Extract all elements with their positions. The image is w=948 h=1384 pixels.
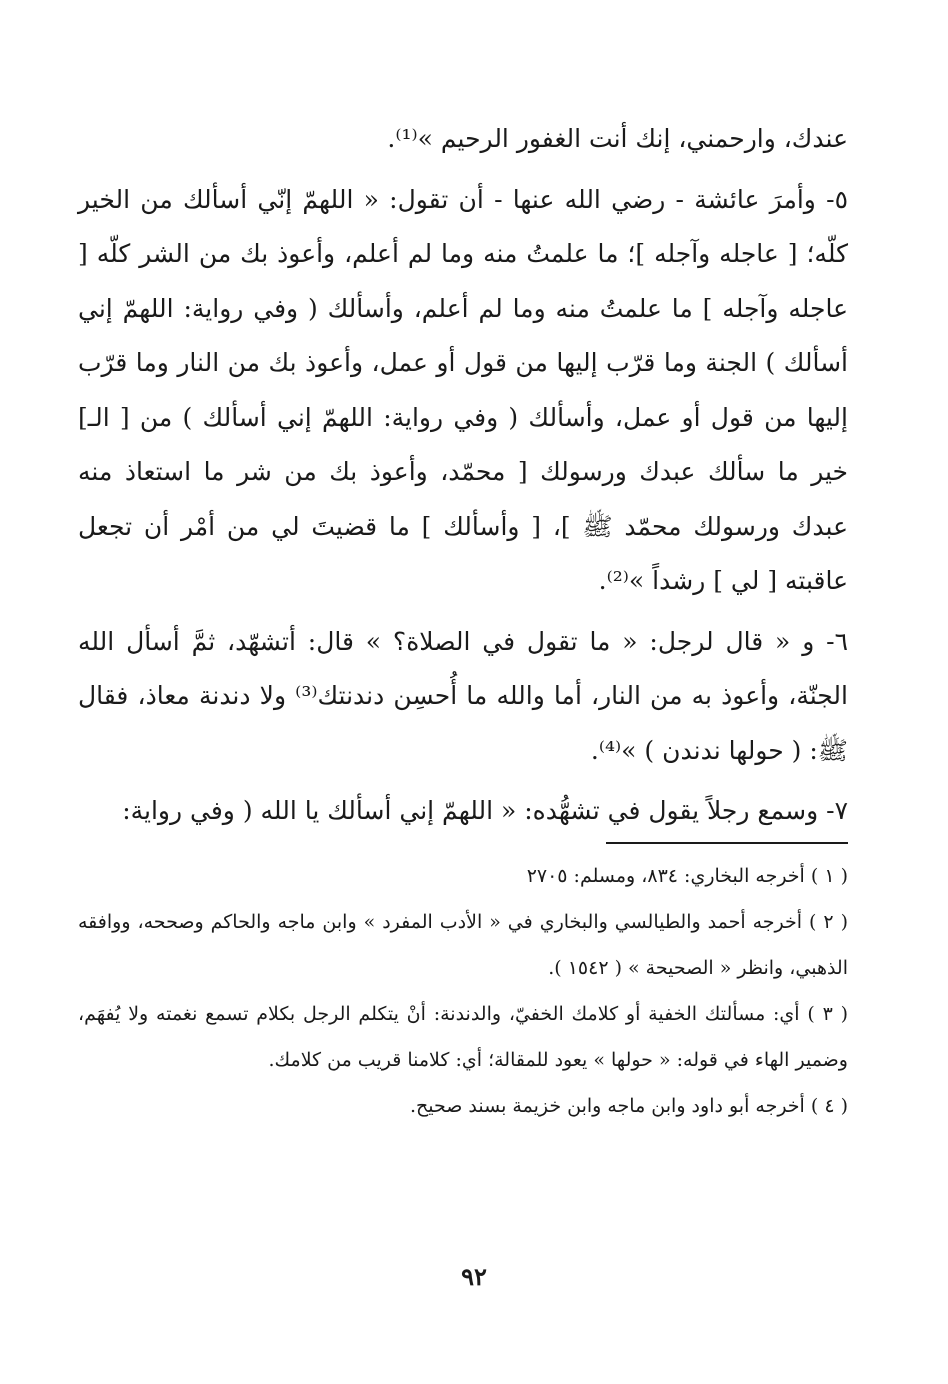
paragraph-6: ٦- و « قال لرجل: « ما تقول في الصلاة؟ » قال: أتشهّد، ثمَّ أسأل الله الجنّة، وأعوذ به من النار، أما والله ما أُحسِن دندنتك⁽³⁾ ولا دندنة معاذ، فقال ﷺ: ( حولها ندندن ) »⁽⁴⁾. (78, 626, 848, 765)
footnote-1: ( ١ ) أخرجه البخاري: ٨٣٤، ومسلم: ٢٧٠٥ (526, 865, 848, 887)
footnote-4: ( ٤ ) أخرجه أبو داود وابن ماجه وابن خزيمة بسند صحيح. (409, 1095, 848, 1117)
footnote-3: ( ٣ ) أي: مسألتك الخفية أو كلامك الخفيّ، والدندنة: أنْ يتكلم الرجل بكلام تسمع نغمته ولا يُفهَم، وضمير الهاء في قوله: « حولها » يعود للمقالة؛ أي: كلامنا قريب من كلامك. (78, 1003, 848, 1071)
footnotes (78, 853, 848, 1129)
footnote-separator (606, 842, 848, 844)
page-number: ٩٢ (461, 1262, 487, 1291)
footnote-2: ( ٢ ) أخرجه أحمد والطيالسي والبخاري في « الأدب المفرد » وابن ماجه والحاكم وصححه، ووافقه الذهبي، وانظر « الصحيحة » ( ١٥٤٢ ). (78, 911, 848, 979)
paragraph-continuation: عندك، وارحمني، إنك أنت الغفور الرحيم »⁽¹⁾. (387, 124, 848, 153)
paragraph-7: ٧- وسمع رجلاً يقول في تشهُّده: « اللهمّ إني أسألك يا الله ( وفي رواية: (122, 796, 848, 825)
main-text (78, 112, 848, 839)
paragraph-5: ٥- وأمرَ عائشة - رضي الله عنها - أن تقول: « اللهمّ إنّي أسألك من الخير كلّه؛ [ عاجله وآجله ]؛ ما علمتُ منه وما لم أعلم، وأعوذ بك من الشر كلّه [ عاجله وآجله ] ما علمتُ منه وما لم أعلم، وأسألك ( وفي رواية: اللهمّ إني أسألك ) الجنة وما قرّب إليها من قول أو عمل، وأعوذ بك من النار وما قرّب إليها من قول أو عمل، وأسألك ( وفي رواية: اللهمّ إني أسألك ) من [ الـ] خير ما سألك عبدك ورسولك [ محمّد، وأعوذ بك من شر ما استعاذ منه عبدك ورسولك محمّد ﷺ ]، [ وأسألك ] ما قضيتَ لي من أمْر أن تجعل عاقبته [ لي ] رشداً »⁽²⁾. (78, 184, 849, 595)
